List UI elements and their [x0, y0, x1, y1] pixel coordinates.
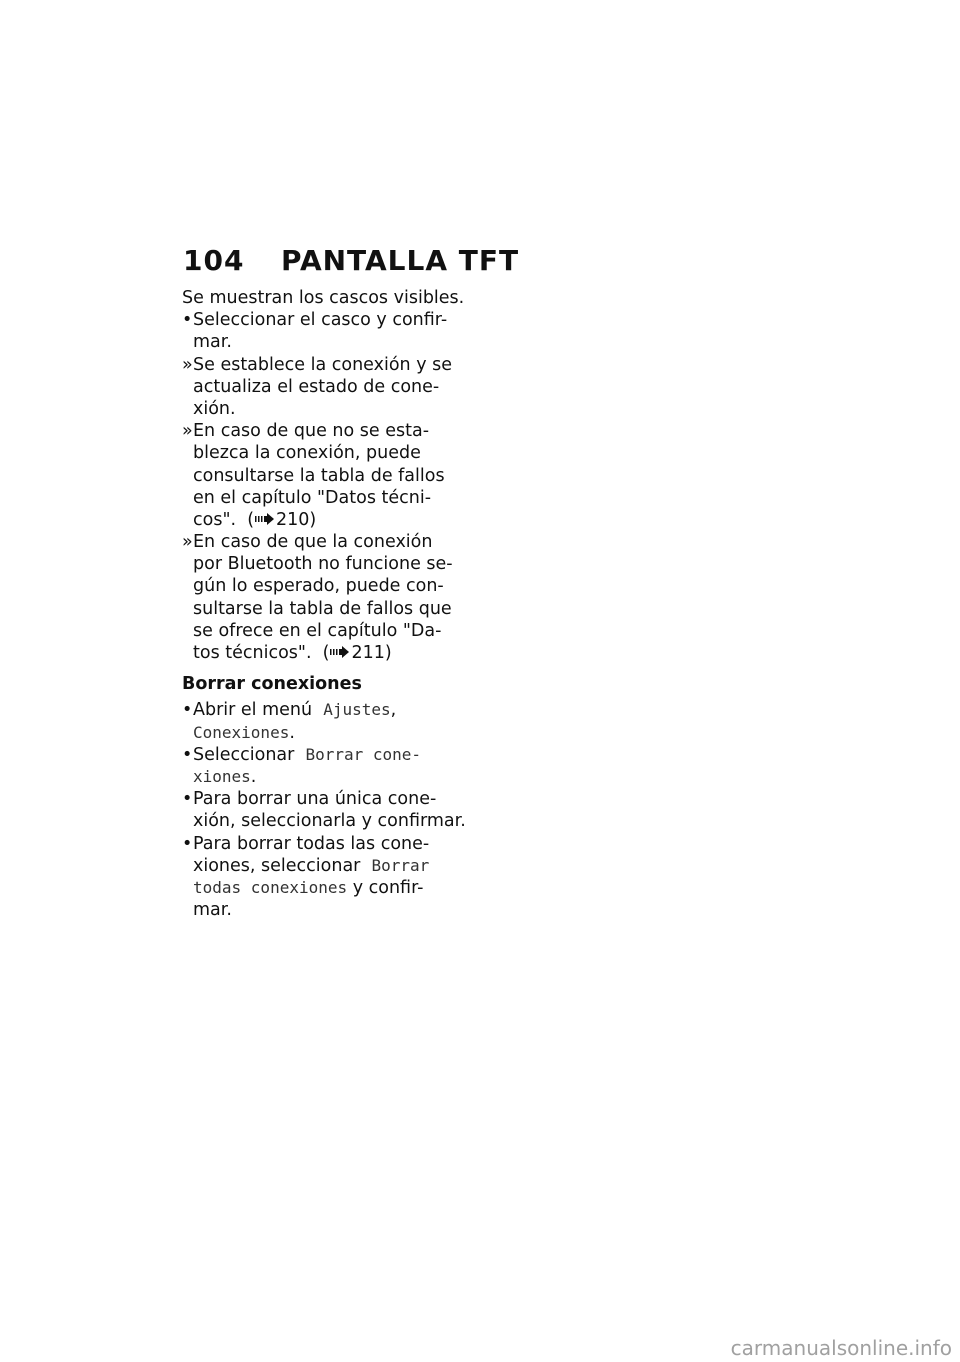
page-reference-210[interactable]: 210) — [276, 509, 317, 530]
result-symbol: » — [182, 532, 193, 553]
page-reference-211[interactable]: 211) — [351, 643, 392, 663]
page-reference-arrow-icon — [329, 646, 351, 658]
page-reference-arrow-icon — [254, 513, 276, 525]
bullet-symbol: • — [182, 833, 193, 854]
page-header — [183, 238, 519, 282]
result-bluetooth-not-working: »En caso de que la conexión por Bluetooth no funcione se- gún lo esperado, puede con- sultarse la tabla de fallos que se ofrece en el capítulo "Da- tos técnicos". ( 211) — [182, 532, 453, 663]
bullet-symbol: • — [182, 744, 193, 765]
result-symbol: » — [182, 354, 193, 375]
bullet-symbol: • — [182, 310, 193, 331]
menu-path-connections: Conexiones — [193, 722, 290, 742]
instruction-select-delete-connections: •Seleccionar Borrar cone- xiones. — [182, 744, 422, 787]
page-number: 104 — [183, 243, 245, 277]
result-connection-established: »Se establece la conexión y se actualiza el estado de cone- xión. — [182, 354, 453, 419]
footer-watermark: carmanualsonline.info — [730, 1336, 952, 1360]
instruction-delete-single: •Para borrar una única cone- xión, seleccionarla y confirmar. — [182, 789, 466, 832]
instruction-open-settings: •Abrir el menú Ajustes, Conexiones. — [182, 700, 397, 743]
menu-path-settings: Ajustes — [323, 700, 391, 720]
chapter-title: PANTALLA TFT — [281, 243, 520, 277]
content-column — [182, 287, 466, 921]
menu-item-delete-connections: Borrar cone- — [305, 744, 422, 764]
instruction-select-helmet: •Seleccionar el casco y confir- mar. — [182, 310, 448, 353]
instruction-delete-all: •Para borrar todas las cone- xiones, seleccionar Borrar todas conexiones y confir- mar. — [182, 833, 430, 921]
result-symbol: » — [182, 421, 193, 442]
section-heading-delete-connections: Borrar conexiones — [182, 674, 362, 695]
result-no-connection: »En caso de que no se esta- blezca la conexión, puede consultarse la tabla de fallos en el capítulo "Datos técni- cos". ( 210) — [182, 421, 445, 530]
bullet-symbol: • — [182, 700, 193, 721]
intro-text: Se muestran los cascos visibles. — [182, 288, 465, 308]
bullet-symbol: • — [182, 789, 193, 810]
menu-item-delete-all-connections: Borrar — [371, 855, 430, 875]
